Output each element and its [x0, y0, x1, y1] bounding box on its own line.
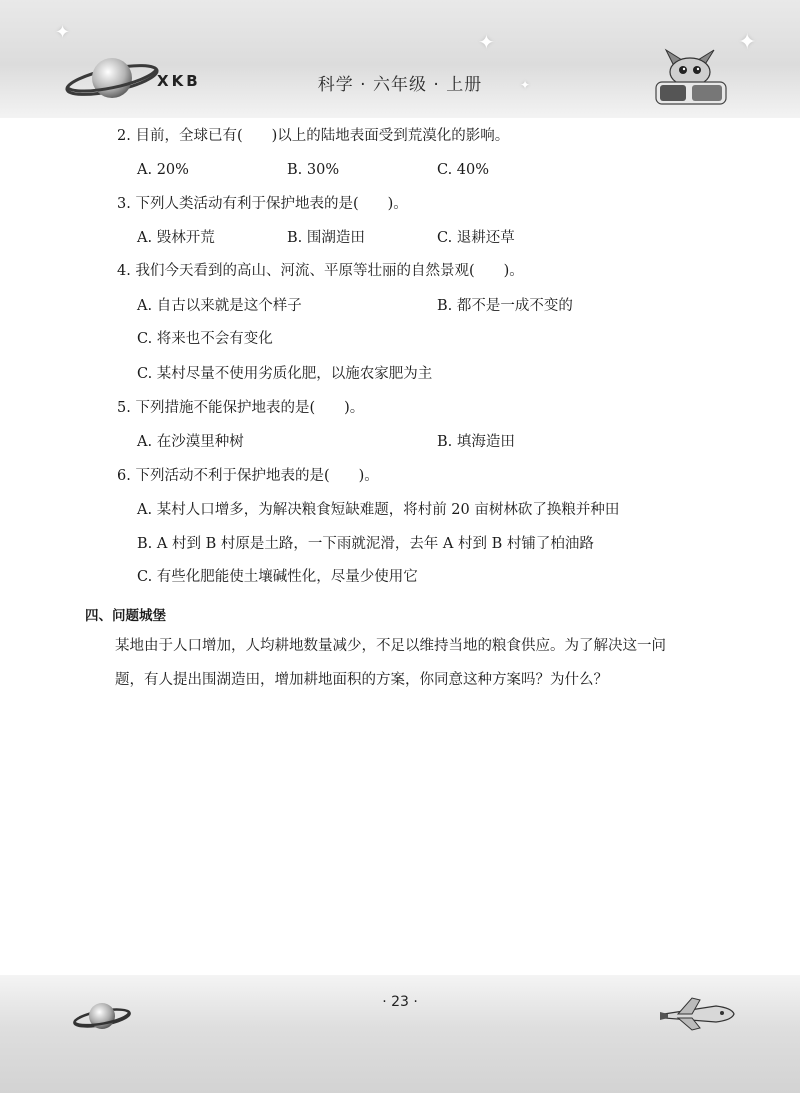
problem-text: 某地由于人口增加，人均耕地数量减少，不足以维持当地的粮食供应。为了解决这一问: [115, 638, 666, 654]
option-a: A. 某村人口增多，为解决粮食短缺难题，将村前 20 亩树林砍了换粮并种田: [137, 502, 620, 518]
option-c: C. 将来也不会有变化: [137, 331, 273, 347]
page-number: · 23 ·: [382, 994, 418, 1010]
sparkle-star-icon: ✦: [478, 30, 495, 54]
space-shuttle-icon: [658, 992, 738, 1032]
question-stem: 6. 下列活动不利于保护地表的是( )。: [117, 468, 379, 484]
option-c: C. 40%: [437, 162, 490, 178]
option-b: B. A 村到 B 村原是土路，一下雨就泥滑，去年 A 村到 B 村铺了柏油路: [137, 536, 594, 552]
option-b: B. 填海造田: [437, 434, 515, 450]
sparkle-star-icon: ✦: [520, 78, 531, 92]
question-stem: 5. 下列措施不能保护地表的是( )。: [117, 400, 365, 416]
option-a: A. 自古以来就是这个样子: [137, 298, 302, 314]
option-c: C. 某村尽量不使用劣质化肥，以施农家肥为主: [137, 366, 433, 382]
sparkle-star-icon: ✦: [55, 22, 71, 43]
section-heading: 四、问题城堡: [85, 608, 166, 624]
page-title: 科学 · 六年级 · 上册: [317, 75, 483, 95]
mascot-logo-icon: [652, 48, 730, 110]
option-a: A. 毁林开荒: [137, 230, 215, 246]
option-c: C. 有些化肥能使土壤碱性化，尽量少使用它: [137, 569, 418, 585]
page-header: [0, 0, 800, 118]
question-stem: 3. 下列人类活动有利于保护地表的是( )。: [117, 196, 408, 212]
question-stem: 2. 目前，全球已有( )以上的陆地表面受到荒漠化的影响。: [117, 128, 510, 144]
option-b: B. 30%: [287, 162, 340, 178]
option-a: A. 20%: [137, 162, 189, 178]
option-b: B. 围湖造田: [287, 230, 365, 246]
option-c: C. 退耕还草: [437, 230, 515, 246]
brand-logo-text: XKB: [157, 72, 201, 90]
option-b: B. 都不是一成不变的: [437, 298, 573, 314]
problem-text: 题，有人提出围湖造田，增加耕地面积的方案，你同意这种方案吗？为什么？: [115, 672, 608, 688]
question-stem: 4. 我们今天看到的高山、河流、平原等壮丽的自然景观( )。: [117, 263, 524, 279]
sparkle-star-icon: ✦: [738, 30, 757, 55]
option-a: A. 在沙漠里种树: [137, 434, 244, 450]
